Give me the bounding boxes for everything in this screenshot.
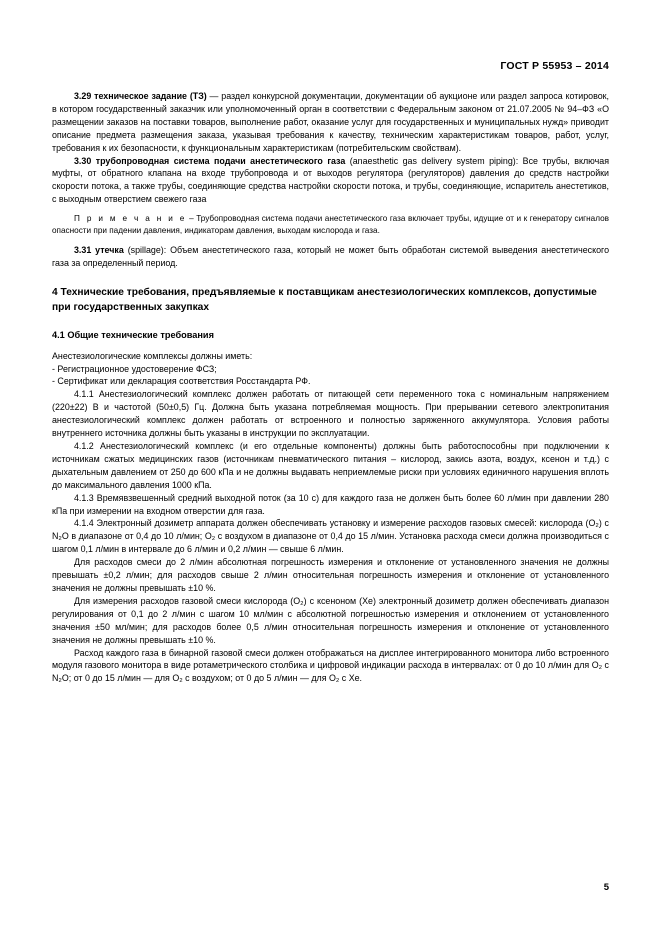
document-body <box>52 90 609 685</box>
note-label: П р и м е ч а н и е <box>74 214 187 224</box>
standard-id: ГОСТ Р 55953 – 2014 <box>500 60 609 72</box>
paragraph-display: Расход каждого газа в бинарной газовой смеси должен отображаться на дисплее интегрированного монитора либо встроенного модуля газового монитора в виде ротаметрического столбика и цифровой индикации расхода в интервалах: от 0 до 10 л/мин для O₂ с N₂O; от 0 до 15 л/мин — для O₂ с воздухом; от 0 до 5 л/мин — для O₂ с Xe. <box>52 647 609 684</box>
paragraph-3-30-text: (anaesthetic gas delivery system piping): Все трубы, включая муфты, от обратного клапана на входе трубопровода и от выходов регулятора (регуляторов) давления до средств настройки скорости потока, а также трубы, соединяющие средства настройки скорости потока, и трубы, соединяющие, испаритель анестетиков, с выходным отверстием свежего газа <box>52 155 610 205</box>
paragraph-3-29 <box>52 90 609 155</box>
paragraph-accuracy-2: Для измерения расходов газовой смеси кислорода (O₂) с ксеноном (Xe) электронный дозиметр должен обеспечивать диапазон регулирования от 0,1 до 2 л/мин с шагом 10 мл/мин с абсолютной погрешностью измерения и отклонением от установленного значения ±50 мл/мин; для расходов более 0,5 л/мин относительная погрешность измерения и отклонение от установленного значения не должны превышать ±10 %. <box>52 595 609 645</box>
list-item-certificate-2: - Сертификат или декларация соответствия Росстандарта РФ. <box>52 376 311 387</box>
subsection-heading-4-1: 4.1 Общие технические требования <box>52 330 214 341</box>
paragraph-accuracy-1: Для расходов смеси до 2 л/мин абсолютная погрешность измерения и отклонение от установленного значения не должны превышать ±0,2 л/мин; для расходов свыше 2 л/мин относительная погрешность измерения и отклонение от установленного значения не должны превышать ±10 %. <box>52 557 609 593</box>
note-3-30 <box>52 213 609 237</box>
paragraph-3-31-text: (spillage): Объем анестетического газа, который не может быть обработан системой выведения анестетического газа за определенный период. <box>52 244 610 268</box>
paragraph-4-1-3: 4.1.3 Времявзвешенный средний выходной поток (за 10 с) для каждого газа не должен быть более 60 л/мин при давлении 280 кПа при измерении на входном отверстии для газа. <box>52 492 609 516</box>
term-3-31: 3.31 утечка <box>74 244 124 255</box>
term-3-30: 3.30 трубопроводная система подачи анестетического газа <box>74 155 346 166</box>
paragraph-4-1-2: 4.1.2 Анестезиологический комплекс (и его отдельные компоненты) должны быть работоспособны при подключении к источникам сжатых медицинских газов (источникам пневматического питания – кислород, закись азота, воздух, ксенон и т.д.) с дыхательным давлением от 250 до 600 кПа и не должны выдавать неприемлемые риски при условиях единичного нарушения вплоть до максимального давления 1000 кПа. <box>52 441 609 490</box>
list-item-certificate-1: - Регистрационное удостоверение ФСЗ; <box>52 363 217 374</box>
page-header <box>52 60 609 72</box>
page-number: 5 <box>603 882 609 893</box>
paragraph-3-30 <box>52 155 609 207</box>
paragraph-3-31 <box>52 244 609 270</box>
paragraph-intro: Анестезиологические комплексы должны иметь: <box>52 350 253 361</box>
paragraph-4-1-1: 4.1.1 Анестезиологический комплекс должен работать от питающей сети переменного тока с номинальным напряжением (220±22) В и частотой (50±0,5) Гц. Должна быть указана потребляемая мощность. При прерывании сетевого электропитания анестезиологический комплекс должен работать от встроенного и полностью заряженного аккумулятора. Условия работы внутреннего источника должны быть указаны в инструкции по эксплуатации. <box>52 389 609 439</box>
note-text: – Трубопроводная система подачи анестетического газа включает трубы, идущие от и к генератору сигналов опасности при падении давления, индикаторам давления, выходам кислорода и газа. <box>52 214 610 236</box>
term-3-29: 3.29 техническое задание (ТЗ) <box>74 91 207 101</box>
paragraph-3-29-text: — раздел конкурсной документации, документации об аукционе или раздел запроса котировок, в котором государственный заказчик или уполномоченный орган в соответствии с Федеральным законом от 21.07.2005 № 94–ФЗ «О размещении заказов на поставки товаров, выполнение работ, оказание услуг для государственных и муниципальных нужд» приводит описание предмета размещения заказа, указывая требования к качеству, техническим характеристикам товаров, работ, услуг, требования к их безопасности, к функциональным характеристикам (потребительским свойствам). <box>52 91 609 153</box>
paragraph-4-1-4: 4.1.4 Электронный дозиметр аппарата должен обеспечивать установку и измерение расходов газовых смесей: кислорода (O₂) с N₂O в диапазоне от 0,4 до 10 л/мин; O₂ с воздухом в диапазоне от 0,4 до 15 л/мин. Установка расхода смеси должна производиться с шагом 0,1 л/мин в интервале до 6 л/мин и 0,2 л/мин — свыше 6 л/мин. <box>52 518 609 555</box>
section-heading-4: 4 Технические требования, предъявляемые к поставщикам анестезиологических комплексов, допустимые при государственных закупках <box>52 286 597 313</box>
